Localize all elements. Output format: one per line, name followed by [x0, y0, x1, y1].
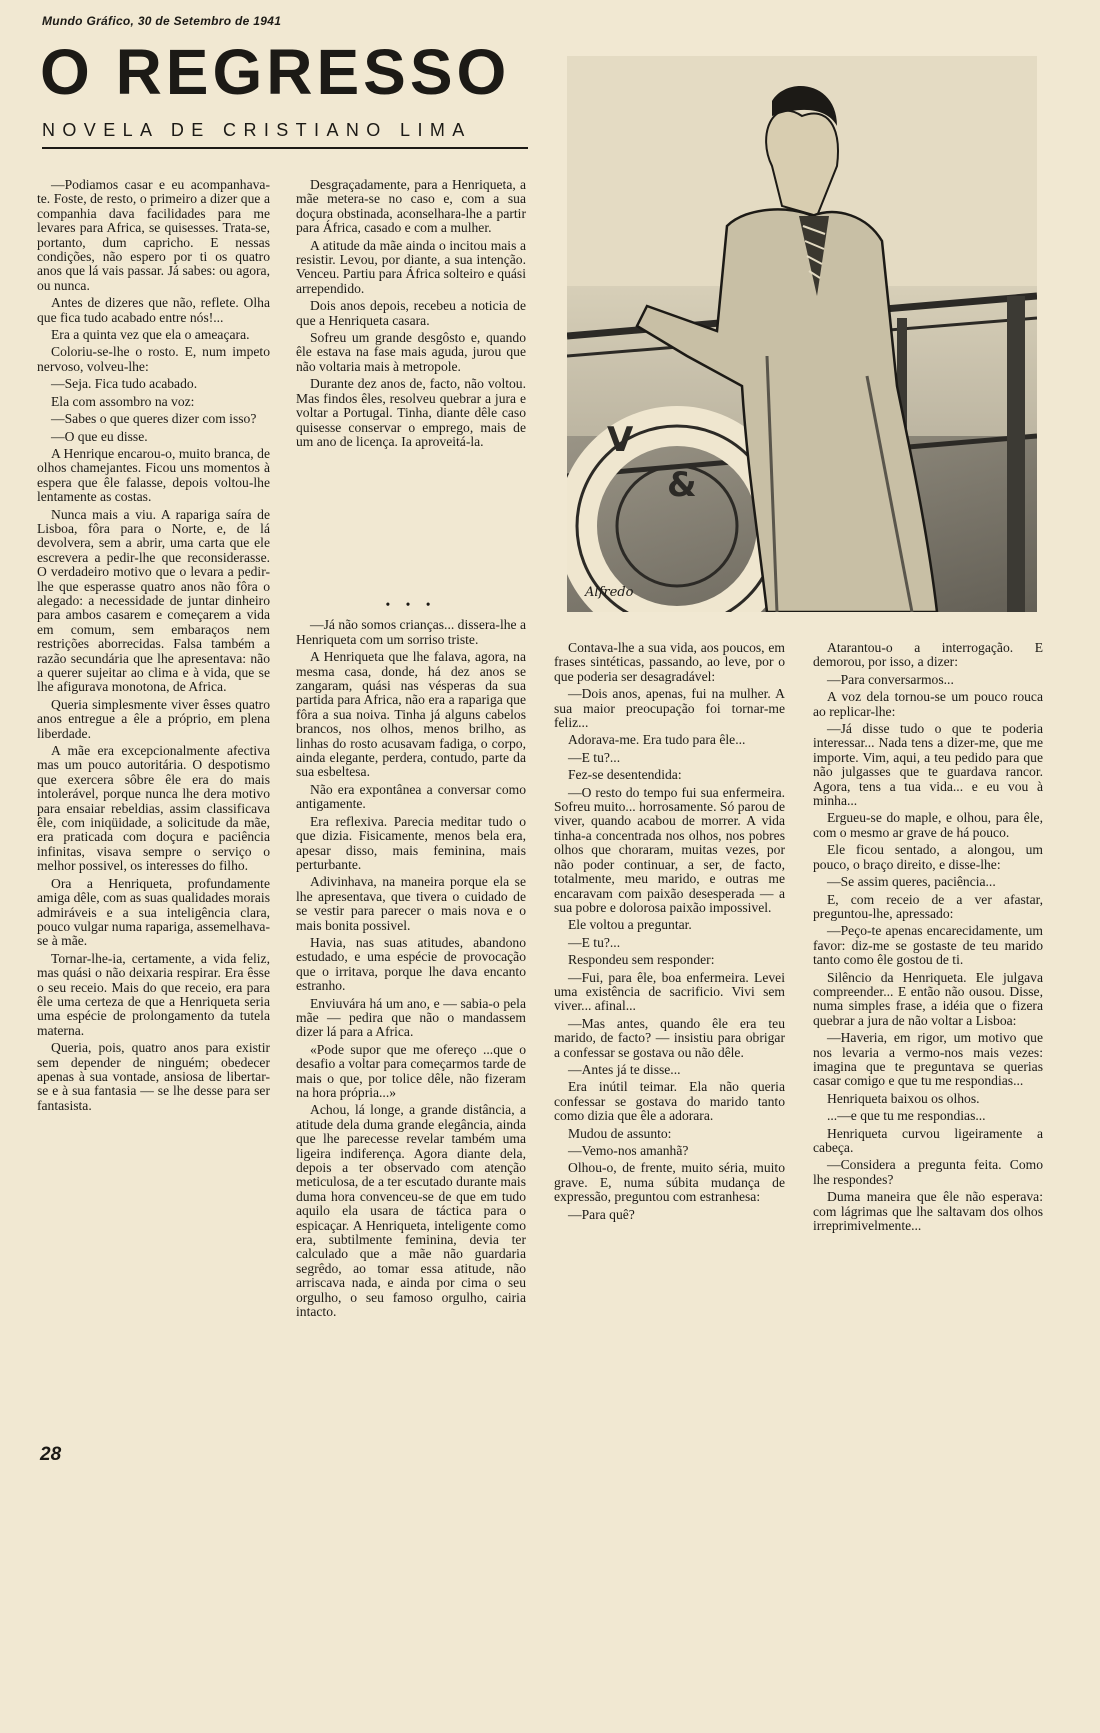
paragraph: —O resto do tempo fui sua enfermeira. Sofreu muito... horrosamente. Só parou de viver, quando acabou de morrer. A vida tinha-a concentrada nos olhos, nos pobres olhos que choraram, muitas vezes, por não poder continuar, a ser, de facto, totalmente, meu marido, e outras me encaravam com paixão desesperada — a sua pobre e dolorosa paixão impossivel.	[554, 784, 785, 915]
paragraph: Atarantou-o a interrogação. E demorou, por isso, a dizer:	[813, 641, 1043, 670]
paragraph: Havia, nas suas atitudes, abandono estudado, e uma espécie de provocação que o irritava, porque lhe dava encanto estranho.	[296, 934, 526, 994]
paragraph: Ele ficou sentado, a alongou, um pouco, o braço direito, e disse-lhe:	[813, 842, 1043, 872]
paragraph: Silêncio da Henriqueta. Ele julgava compreender... E então não ousou. Disse, numa simples frase, a idéia que o fizera quebrar a jura de não voltar a Lisboa:	[813, 969, 1043, 1028]
paragraph: A Henrique encarou-o, muito branca, de olhos chamejantes. Ficou uns momentos à espera que êle falasse, depois voltou-lhe lentamente as costas.	[37, 445, 270, 505]
paragraph: Era reflexiva. Parecia meditar tudo o que dizia. Fisicamente, menos bela era, apesar disso, mais feminina, mais perturbante.	[296, 813, 526, 872]
paragraph: —E tu?...	[568, 934, 621, 950]
story-subtitle: NOVELA DE CRISTIANO LIMA	[42, 120, 472, 140]
paragraph: —Sabes o que queres dizer com isso?	[51, 411, 257, 427]
title-rule	[42, 147, 528, 149]
paragraph: —Se assim queres, paciência...	[827, 874, 996, 890]
svg-text:V: V	[607, 420, 634, 460]
paragraph: Olhou-o, de frente, muito séria, muito grave. E, numa súbita mudança de expressão, preguntou com estranhesa:	[554, 1160, 785, 1205]
paragraph: Adorava-me. Era tudo para êle...	[568, 732, 746, 748]
paragraph: ...—e que tu me respondias...	[827, 1108, 986, 1124]
paragraph: Henriqueta baixou os olhos.	[827, 1090, 980, 1106]
illustration-signature: Alfredo	[585, 585, 634, 600]
paragraph: —Já não somos crianças... dissera-lhe a Henriqueta com um sorriso triste.	[296, 617, 526, 647]
paragraph: A voz dela tornou-se um pouco rouca ao replicar-lhe:	[813, 689, 1043, 719]
paragraph: Sofreu um grande desgôsto e, quando êle estava na fase mais aguda, jurou que não voltaria mais à metropole.	[296, 330, 526, 374]
paragraph: Mudou de assunto:	[568, 1125, 672, 1141]
paragraph: Fez-se desentendida:	[568, 767, 682, 783]
paragraph: Ela com assombro na voz:	[51, 393, 195, 409]
paragraph: Queria simplesmente viver êsses quatro anos entregue a êle a próprio, em plena liberdade.	[37, 696, 270, 741]
paragraph: —Considera a pregunta feita. Como lhe respondes?	[813, 1157, 1043, 1187]
paragraph: —E tu?...	[568, 749, 621, 765]
text-column-3	[554, 641, 785, 1431]
paragraph: Durante dez anos de, facto, não voltou. Mas findos êles, resolveu quebrar a jura e voltar a Portugal. Tinha, diante dêle caso quisesse conservar o emprego, mais de um ano de licença. Ia aproveitá-la.	[296, 376, 526, 449]
publication-line: Mundo Gráfico, 30 de Setembro de 1941	[42, 14, 282, 28]
paragraph: E, com receio de a ver afastar, preguntou-lhe, apressado:	[813, 891, 1043, 921]
paragraph: —Para quê?	[568, 1206, 635, 1222]
paragraph: Ele voltou a preguntar.	[568, 917, 692, 933]
paragraph: Contava-lhe a sua vida, aos poucos, em frases sintéticas, passando, ao leve, por o que poderia ser desagradável:	[554, 641, 785, 684]
paragraph: Era a quinta vez que ela o ameaçara.	[51, 327, 250, 343]
paragraph: Ergueu-se do maple, e olhou, para êle, com o mesmo ar grave de há pouco.	[813, 810, 1043, 840]
paragraph: —O que eu disse.	[51, 428, 148, 444]
paragraph: —Para conversarmos...	[827, 671, 954, 687]
story-title: O REGRESSO	[40, 36, 511, 108]
paragraph: Nunca mais a viu. A rapariga saíra de Lisboa, fôra para o Norte, e, de lá devolvera, sem a abrir, uma carta que ele escrevera a pedir-lhe que reconsiderasse. O verdadeiro motivo que o levara a pedir-lhe que esperasse quatro anos não fôra o alegado: a necessidade de juntar dinheiro para ambos casarem e começarem a vida em comum, sem embaraços nem restrições aborrecidas. Falsa também a razão secundária que lhe apresentava: não a querer sujeitar ao clima e à vida, que se lhe afigurava monotona, de Africa.	[37, 506, 270, 695]
svg-text:&: &	[667, 465, 697, 505]
paragraph: Tornar-lhe-ia, certamente, a vida feliz, mas quási o não deixaria respirar. Era êsse o seu receio. Mais do que receio, era para êle uma certeza de que a Henriqueta seria uma espécie de prolongamento da tutela materna.	[37, 950, 270, 1038]
paragraph: —Dois anos, apenas, fui na mulher. A sua maior preocupação foi tornar-me feliz...	[554, 686, 785, 731]
paragraph: Henriqueta curvou ligeiramente a cabeça.	[813, 1125, 1043, 1155]
text-column-1	[37, 178, 270, 1733]
story-illustration	[567, 56, 1037, 612]
paragraph: Coloriu-se-lhe o rosto. E, num impeto nervoso, volveu-lhe:	[37, 344, 270, 374]
paragraph: Achou, lá longe, a grande distância, a atitude dela duma grande elegância, ainda que lhe parecesse revelar também uma ligeira indiferença. Agora diante dela, depois a ter observado com atenção meticulosa, de a ter escutado durante mais duma hora convenceu-se de que em tudo aquilo ela usara de táctica para o espicaçar. A Henriqueta, inteligente como era, subtilmente feminina, devia ter calculado que a mãe não guardaria segrêdo, ao tomar essa atitude, não arriscava nada, e ainda por cima o seu orgulho, o seu famoso orgulho, cairia intacto.	[296, 1102, 526, 1320]
paragraph: Antes de dizeres que não, reflete. Olha que fica tudo acabado entre nós!...	[37, 295, 270, 325]
paragraph: —Antes já te disse...	[568, 1061, 681, 1077]
paragraph: Queria, pois, quatro anos para existir sem depender de ninguém; obedecer apenas à sua vontade, ansiosa de libertar-se e à sua fantasia — se lhe desse para ser fantasista.	[37, 1040, 270, 1113]
section-separator: • • •	[385, 597, 437, 612]
paragraph: Enviuvára há um ano, e — sabia-o pela mãe — pedira que não o mandassem dizer lá para a Africa.	[296, 995, 526, 1040]
paragraph: Ora a Henriqueta, profundamente amiga dêle, com as suas qualidades morais admiráveis e a sua inteligência clara, pouco vulgar numa rapariga, assemelhava-se à mãe.	[37, 875, 270, 949]
paragraph: —Podiamos casar e eu acompanhava-te. Foste, de resto, o primeiro a dizer que a companhia dava facilidades para me levares para Africa, se quisesses. Trata-se, portanto, dum capricho. E nessas condições, não espero por ti os quatro anos que lá vais passar. Já sabes: ou agora, ou nunca.	[37, 178, 270, 293]
paragraph: —Já disse tudo o que te poderia interessar... Nada tens a dizer-me, que me importe. Vim, aqui, a teu pedido para que não julgasses que te guardava rancor. Agora, tens a tua vida... e eu vou à minha...	[813, 721, 1043, 809]
paragraph: Duma maneira que êle não esperava: com lágrimas que lhe saltavam dos olhos irreprimivelmente...	[813, 1189, 1043, 1234]
paragraph: —Fui, para êle, boa enfermeira. Levei uma existência de sacrificio. Vivi sem viver... afinal...	[554, 969, 785, 1014]
paragraph: —Seja. Fica tudo acabado.	[51, 376, 198, 392]
text-column-2-continued	[296, 584, 526, 1434]
text-column-2	[296, 178, 526, 558]
paragraph: Adivinhava, na maneira porque ela se lhe apresentava, que tivera o cuidado de se vestir para parecer o mais nova e o mais bonita possivel.	[296, 874, 526, 933]
paragraph: «Pode supor que me ofereço ...que o desafio a voltar para começarmos tarde de mais o que, por tolice dêle, não fizeram na hora própria...»	[296, 1041, 526, 1100]
paragraph: A atitude da mãe ainda o incitou mais a resistir. Levou, por diante, a sua intenção. Venceu. Partiu para África solteiro e quási arrependido.	[296, 237, 526, 296]
paragraph: —Mas antes, quando êle era teu marido, de facto? — insistiu para obrigar a confessar se gostava ou não dêle.	[554, 1015, 785, 1060]
paragraph: —Haveria, em rigor, um motivo que nos levaria a vermo-nos mais vezes: imagina que te preguntava se querias casar comigo e que tu me respondias...	[813, 1030, 1043, 1089]
paragraph: Respondeu sem responder:	[568, 952, 715, 968]
paragraph: Não era expontânea a conversar como antigamente.	[296, 781, 526, 812]
paragraph: Dois anos depois, recebeu a noticia de que a Henriqueta casara.	[296, 298, 526, 328]
paragraph: A Henriqueta que lhe falava, agora, na mesma casa, donde, há dez anos se zangaram, quási nas vésperas da sua partida para Africa, não era a rapariga que fôra a sua noiva. Tinha já alguns cabelos brancos, nos olhos, menos brilho, as linhas do rosto acusavam fadiga, o corpo, ainda elegante, perdera, contudo, parte da sua esbeltesa.	[296, 649, 526, 780]
paragraph: Desgraçadamente, para a Henriqueta, a mãe metera-se no caso e, com a sua doçura obstinada, aconselhara-lhe a partir para África, casado e com a mulher.	[296, 178, 526, 236]
paragraph: Era inútil teimar. Ela não queria confessar se gostava do marido tanto como dizia que êle a adorara.	[554, 1079, 785, 1124]
text-column-4	[813, 641, 1043, 1431]
paragraph: —Vemo-nos amanhã?	[568, 1143, 689, 1158]
page-number: 28	[40, 1444, 62, 1465]
paragraph: A mãe era excepcionalmente afectiva mas um pouco autoritária. O despotismo que exercera sôbre êle era do mais intolerável, porque nunca lhe dera motivo para ensaiar rebeldias, assim classificava êle, com iniqüidade, a solicitude da mãe, era praticada com doçura e paciência infinitas, visava sempre o serviço o melhor possivel, os interesses do filho.	[37, 743, 270, 874]
paragraph: —Peço-te apenas encarecidamente, um favor: diz-me se gostaste de teu marido tanto como êle gostou de ti.	[813, 923, 1043, 968]
